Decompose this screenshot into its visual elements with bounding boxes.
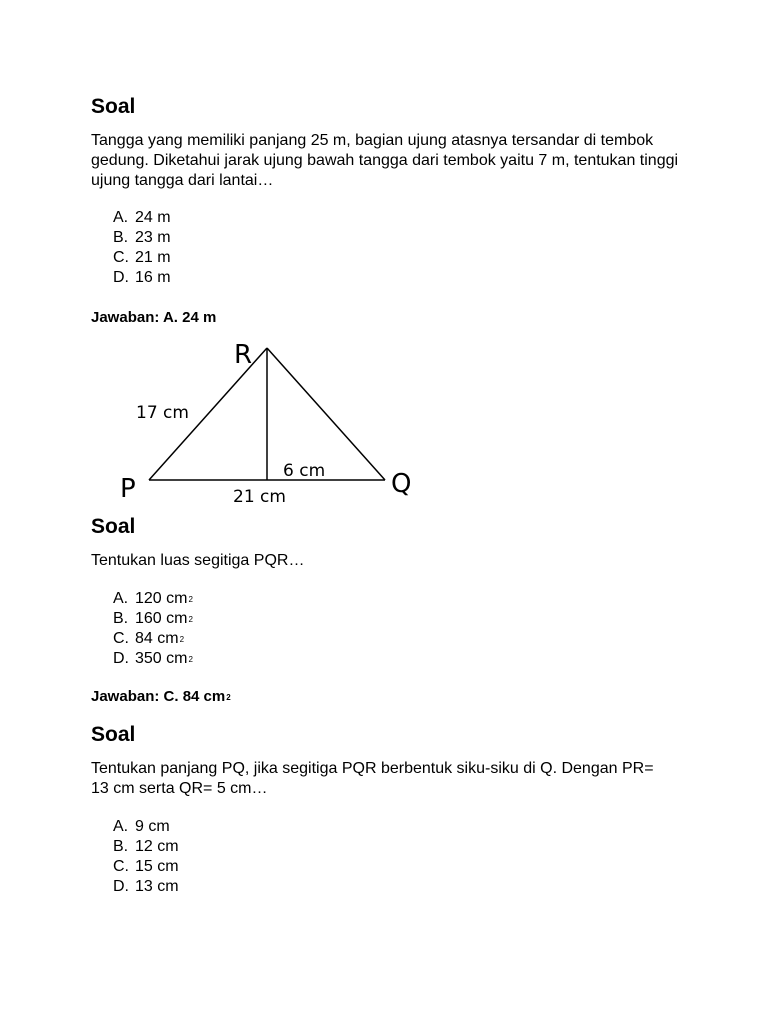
segment-hq-length-label: 6 cm bbox=[283, 461, 326, 481]
side-pq-length-label: 21 cm bbox=[233, 487, 286, 507]
option-b: B. 23 m bbox=[113, 229, 171, 246]
question-2-answer: Jawaban: C. 84 $cm^2$ bbox=[91, 688, 231, 705]
vertex-r-label: R bbox=[234, 340, 253, 370]
option-b: B. 160 cm $^2$ bbox=[113, 610, 193, 627]
triangle-pqr-figure bbox=[110, 335, 430, 510]
question-2-options bbox=[113, 589, 193, 669]
question-3-text: Tentukan panjang PQ, jika segitiga PQR berbentuk siku-siku di Q. Dengan PR= 13 cm serta QR= 5 cm… bbox=[91, 760, 654, 797]
question-3-options bbox=[113, 817, 179, 897]
question-1-text: Tangga yang memiliki panjang 25 m, bagian ujung atasnya tersandar di tembok gedung. Diketahui jarak ujung bawah tangga dari tembok yaitu 7 m, tentukan tinggi ujung tangga dari lantai… bbox=[91, 132, 679, 189]
side-pr-length-label: 17 cm bbox=[136, 403, 189, 423]
option-b: B. 12 cm bbox=[113, 838, 179, 855]
option-d: D. 16 m bbox=[113, 269, 171, 286]
question-1-answer: Jawaban: A. 24 m bbox=[91, 309, 217, 326]
option-c: C. 21 m bbox=[113, 249, 171, 266]
vertex-q-label: Q bbox=[391, 469, 412, 499]
option-d: D. 13 cm bbox=[113, 878, 179, 895]
vertex-p-label: P bbox=[120, 474, 136, 504]
question-2-heading: Soal bbox=[91, 515, 136, 538]
option-a: A. 24 m bbox=[113, 209, 171, 226]
option-c: C. 15 cm bbox=[113, 858, 179, 875]
question-1-options bbox=[113, 208, 171, 288]
question-3-heading: Soal bbox=[91, 723, 136, 746]
question-1-heading: Soal bbox=[91, 95, 136, 118]
option-a: A. 9 cm bbox=[113, 818, 170, 835]
option-d: D. 350 cm $^2$ bbox=[113, 650, 193, 667]
option-a: A. 120 cm $^2$ bbox=[113, 590, 193, 607]
question-2-text: Tentukan luas segitiga PQR… bbox=[91, 552, 305, 569]
option-c: C. 84 cm $^2$ bbox=[113, 630, 185, 647]
